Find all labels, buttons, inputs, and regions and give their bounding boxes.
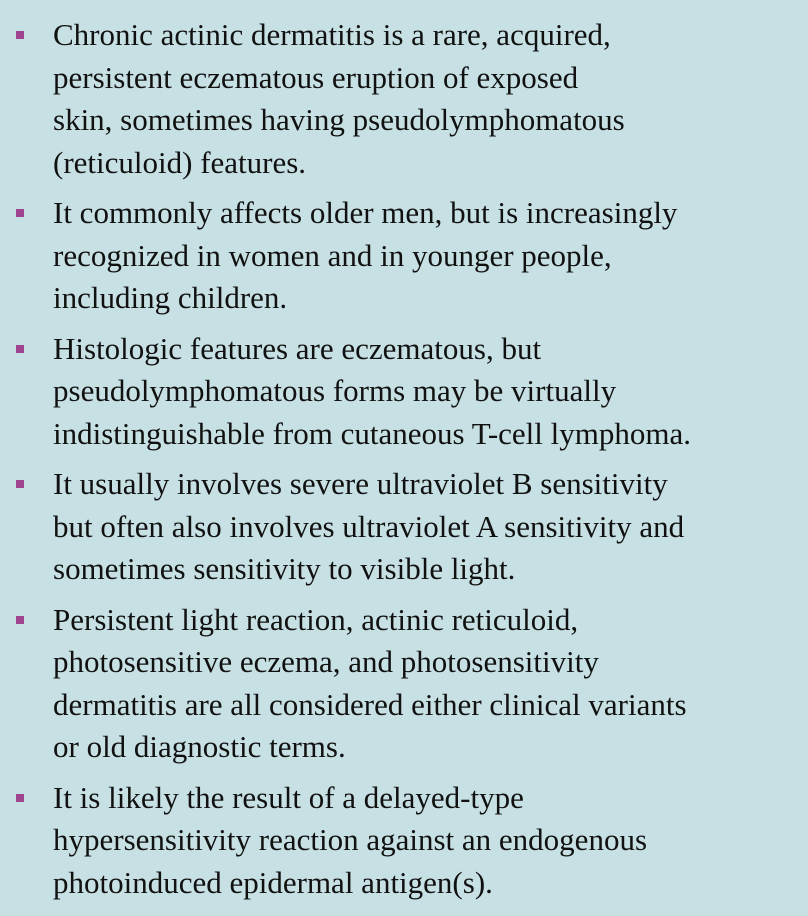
list-item-line: photosensitive eczema, and photosensitivity [53, 644, 599, 679]
list-item [14, 328, 794, 456]
list-item-line: photoinduced epidermal antigen(s). [53, 864, 493, 900]
list-item-line: (reticuloid) features. [53, 144, 307, 180]
list-item-line: or old diagnostic terms. [53, 729, 346, 764]
list-item-line: pseudolymphomatous forms may be virtually [53, 373, 617, 408]
list-item [14, 463, 794, 591]
list-item-line: Persistent light reaction, actinic reticuloid, [53, 601, 579, 637]
square-bullet-icon [16, 794, 24, 802]
list-item [14, 599, 794, 769]
square-bullet-icon [16, 616, 24, 624]
list-item-line: persistent eczematous eruption of exposed [53, 59, 579, 95]
list-item-line: dermatitis are all considered either clinical variants [53, 686, 687, 722]
list-item-line: hypersensitivity reaction against an endogenous [53, 822, 648, 857]
bullet-list [14, 14, 794, 904]
list-item-line: It commonly affects older men, but is increasingly [53, 195, 678, 230]
list-item-line: Chronic actinic dermatitis is a rare, acquired, [53, 17, 611, 52]
list-item-line: but often also involves ultraviolet A sensitivity and [53, 508, 685, 544]
square-bullet-icon [16, 480, 24, 488]
list-item-line: skin, sometimes having pseudolymphomatous [53, 102, 625, 137]
list-item-line: indistinguishable from cutaneous T-cell lymphoma. [53, 415, 691, 451]
list-item-line: recognized in women and in younger people, [53, 237, 612, 273]
list-item-line: sometimes sensitivity to visible light. [53, 551, 516, 586]
list-item [14, 14, 794, 184]
square-bullet-icon [16, 31, 24, 39]
square-bullet-icon [16, 209, 24, 217]
square-bullet-icon [16, 345, 24, 353]
list-item-line: It usually involves severe ultraviolet B sensitivity [53, 466, 668, 501]
list-item [14, 192, 794, 320]
list-item-line: including children. [53, 280, 288, 315]
list-item-line: Histologic features are eczematous, but [53, 330, 542, 366]
list-item-line: It is likely the result of a delayed-type [53, 779, 524, 815]
list-item [14, 777, 794, 905]
